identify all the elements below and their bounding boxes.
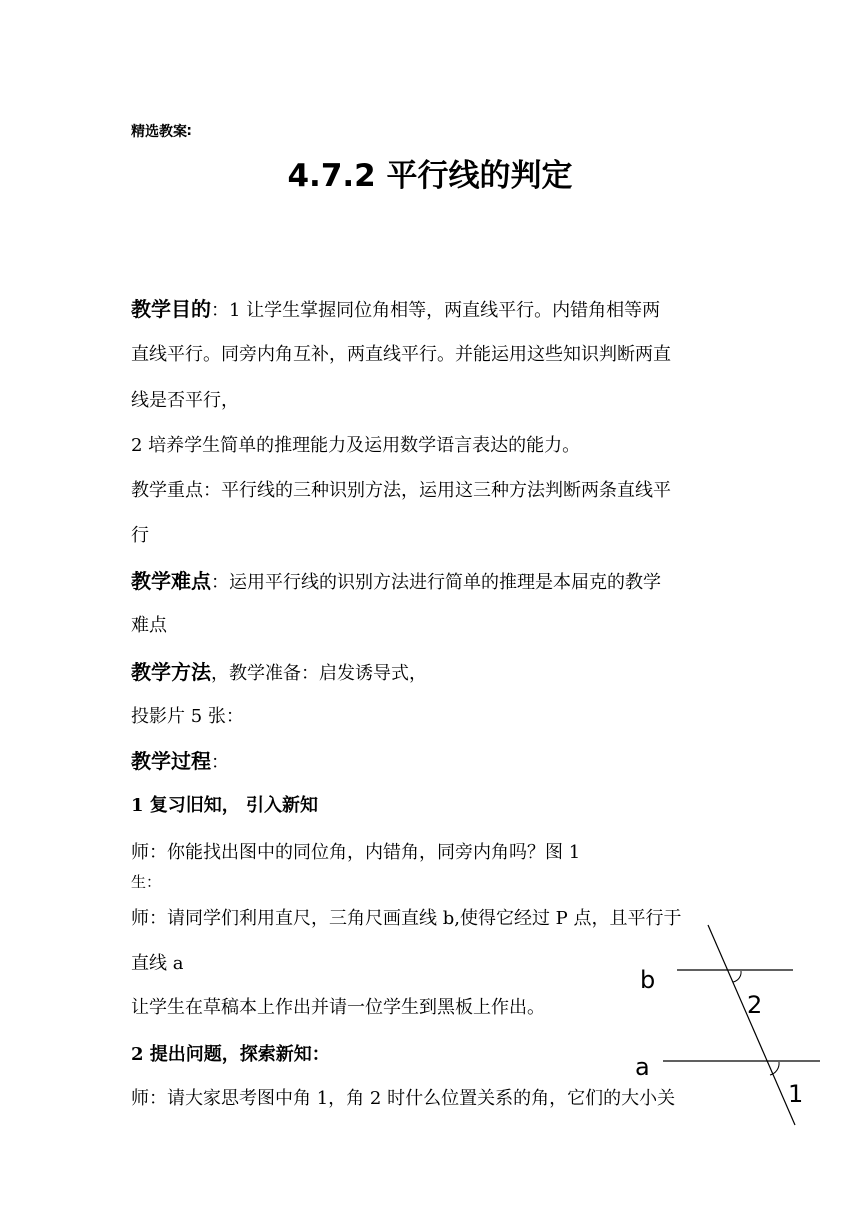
method-line-2: 投影片 5 张： (131, 706, 244, 727)
objectives-line-3: 线是否平行， (131, 390, 239, 411)
objectives-line-4: 2 培养学生简单的推理能力及运用数学语言表达的能力。 (131, 435, 581, 456)
angle-1-arc (770, 1062, 779, 1075)
keypoints-line-2: 行 (131, 525, 149, 546)
section1-question-1: 师：你能找出图中的同位角，内错角，同旁内角吗？图 1 (131, 842, 581, 863)
keypoints-line-1: 教学重点：平行线的三种识别方法，运用这三种方法判断两条直线平 (131, 480, 671, 501)
difficulty-text-1: ：运用平行线的识别方法进行简单的推理是本届克的教学 (211, 572, 661, 593)
section2-heading: 2 提出问题，探索新知： (131, 1044, 330, 1065)
method-heading: 教学方法 (131, 660, 211, 684)
difficulty-heading: 教学难点 (131, 569, 211, 593)
label-b: b (640, 966, 656, 994)
section1-instruction: 让学生在草稿本上作出并请一位学生到黑板上作出。 (131, 997, 545, 1018)
document-tag-text: 精选教案 (131, 124, 187, 140)
difficulty-line-2: 难点 (131, 615, 167, 636)
method-text: ，教学准备：启发诱导式， (211, 663, 427, 684)
label-a: a (635, 1053, 650, 1081)
transversal-line (708, 925, 795, 1125)
parallel-lines-figure (620, 915, 840, 1130)
section1-question-2b: 直线 a (131, 953, 184, 974)
section2-question-1: 师：请大家思考图中角 1，角 2 时什么位置关系的角，它们的大小关 (131, 1088, 676, 1109)
process-line (131, 745, 229, 774)
objectives-text-1: ：1 让学生掌握同位角相等，两直线平行。内错角相等两 (211, 300, 661, 321)
label-2: 2 (747, 991, 763, 1019)
process-colon: ： (211, 752, 229, 773)
section1-heading: 1 复习旧知， 引入新知 (131, 795, 319, 816)
page-title: 4.7.2 平行线的判定 (287, 158, 573, 194)
section1-question-2a: 师：请同学们利用直尺，三角尺画直线 b,使得它经过 P 点，且平行于 (131, 908, 682, 929)
method-line-1 (131, 656, 427, 685)
angle-2-arc (733, 971, 741, 982)
document-tag (131, 121, 191, 141)
objectives-heading: 教学目的 (131, 297, 211, 321)
objectives-line-1 (131, 293, 660, 322)
section1-student: 生： (131, 873, 162, 891)
label-1: 1 (788, 1080, 804, 1108)
tag-colon: ∶ (187, 124, 192, 140)
process-heading: 教学过程 (131, 749, 211, 773)
difficulty-line-1 (131, 565, 661, 594)
objectives-line-2: 直线平行。同旁内角互补，两直线平行。并能运用这些知识判断两直 (131, 344, 671, 365)
